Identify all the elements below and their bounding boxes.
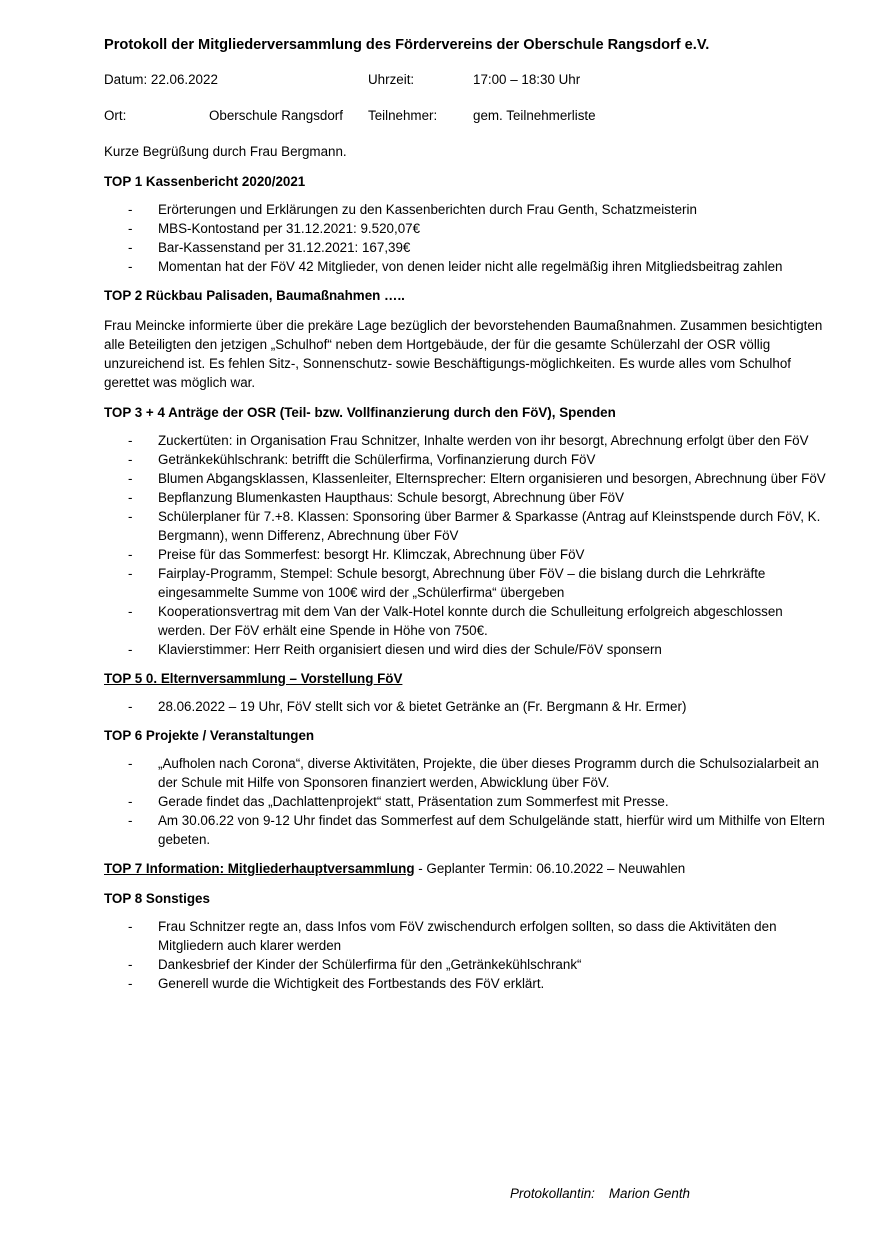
top5-heading-text: TOP 5 0. Elternversammlung – Vorstellung FöV (104, 671, 403, 686)
bullet-dash: - (128, 221, 133, 236)
bullet-dash: - (128, 699, 133, 714)
top6-heading: TOP 6 Projekte / Veranstaltungen (104, 728, 315, 743)
top8-list (104, 917, 834, 993)
top7-text: - Geplanter Termin: 06.10.2022 – Neuwahlen (414, 861, 686, 876)
bullet-dash: - (128, 756, 133, 771)
list-item-text: „Aufholen nach Corona“, diverse Aktivitäten, Projekte, die über dieses Programm durch die Schulsozialarbeit an der Schule mit Hilfe von Sponsoren finanziert werden, Abwicklung über FöV. (158, 756, 819, 790)
top6-list (104, 754, 834, 849)
intro-text: Kurze Begrüßung durch Frau Bergmann. (104, 144, 347, 159)
top1-heading: TOP 1 Kassenbericht 2020/2021 (104, 174, 306, 189)
bullet-dash: - (128, 604, 133, 619)
top7-line (104, 859, 834, 878)
list-item-text: Generell wurde die Wichtigkeit des Fortbestands des FöV erklärt. (158, 976, 545, 991)
top8-heading: TOP 8 Sonstiges (104, 891, 210, 906)
top2-text: Frau Meincke informierte über die prekäre Lage bezüglich der bevorstehenden Baumaßnahmen. Zusammen besichtigten alle Beteiligten den jetzigen „Schulhof“ neben dem Hortgebäude, der für die gesamte Schülerzahl der OSR völlig unzureichend ist. Es fehlen Sitz-, Sonnenschutz- sowie Beschäftigungs-möglichkeiten. Es wurde alles vom Schulhof gerettet was möglich war. (104, 318, 823, 390)
list-item (104, 602, 834, 640)
bullet-dash: - (128, 490, 133, 505)
list-item-text: Blumen Abgangsklassen, Klassenleiter, Elternsprecher: Eltern organisieren und besorgen, Abrechnung über FöV (158, 471, 826, 486)
list-item (104, 238, 834, 257)
date-text: Datum: 22.06.2022 (104, 72, 218, 87)
top5-heading (104, 669, 834, 688)
list-item (104, 469, 834, 488)
list-item (104, 811, 834, 849)
list-item-text: Kooperationsvertrag mit dem Van der Valk-Hotel konnte durch die Schulleitung erfolgreich abgeschlossen werden. Der FöV erhält eine Spende in Höhe von 750€. (158, 604, 783, 638)
bullet-dash: - (128, 642, 133, 657)
list-item (104, 697, 834, 716)
list-item-text: Preise für das Sommerfest: besorgt Hr. Klimczak, Abrechnung über FöV (158, 547, 585, 562)
bullet-dash: - (128, 240, 133, 255)
list-item-text: Am 30.06.22 von 9-12 Uhr findet das Sommerfest auf dem Schulgelände statt, hierfür wird um Mithilfe von Eltern gebeten. (158, 813, 825, 847)
list-item (104, 955, 834, 974)
top34-heading: TOP 3 + 4 Anträge der OSR (Teil- bzw. Vollfinanzierung durch den FöV), Spenden (104, 405, 616, 420)
bullet-dash: - (128, 957, 133, 972)
list-item (104, 545, 834, 564)
top2-heading: TOP 2 Rückbau Palisaden, Baumaßnahmen ….. (104, 288, 405, 303)
meta-row-place-participants (104, 106, 834, 125)
bullet-dash: - (128, 794, 133, 809)
list-item-text: MBS-Kontostand per 31.12.2021: 9.520,07€ (158, 221, 421, 236)
list-item (104, 754, 834, 792)
list-item-text: Fairplay-Programm, Stempel: Schule besorgt, Abrechnung über FöV – die bislang durch die Lehrkräfte eingesammelte Summe von 100€ wird der „Schülerfirma“ übergeben (158, 566, 766, 600)
list-item (104, 792, 834, 811)
list-item-text: Zuckertüten: in Organisation Frau Schnitzer, Inhalte werden von ihr besorgt, Abrechnung erfolgt über den FöV (158, 433, 809, 448)
list-item (104, 488, 834, 507)
list-item (104, 431, 834, 450)
list-item (104, 640, 834, 659)
list-item-text: Klavierstimmer: Herr Reith organisiert diesen und wird dies der Schule/FöV sponsern (158, 642, 662, 657)
document-title: Protokoll der Mitgliederversammlung des Fördervereins der Oberschule Rangsdorf e.V. (104, 37, 710, 53)
bullet-dash: - (128, 813, 133, 828)
time-value: 17:00 – 18:30 Uhr (473, 72, 581, 87)
top1-list (104, 200, 834, 276)
list-item (104, 974, 834, 993)
place-label: Ort: (104, 108, 127, 123)
bullet-dash: - (128, 259, 133, 274)
bullet-dash: - (128, 566, 133, 581)
list-item-text: Getränkekühlschrank: betrifft die Schülerfirma, Vorfinanzierung durch FöV (158, 452, 596, 467)
list-item-text: Dankesbrief der Kinder der Schülerfirma für den „Getränkekühlschrank“ (158, 957, 582, 972)
list-item-text: Gerade findet das „Dachlattenprojekt“ statt, Präsentation zum Sommerfest mit Presse. (158, 794, 669, 809)
place-value: Oberschule Rangsdorf (209, 108, 343, 123)
bullet-dash: - (128, 976, 133, 991)
list-item-text: Schülerplaner für 7.+8. Klassen: Sponsoring über Barmer & Sparkasse (Antrag auf Kleinstspende durch FöV, K. Bergmann), wenn Differenz, Abrechnung über FöV (158, 509, 821, 543)
signature-line (510, 1186, 690, 1201)
list-item-text: Bar-Kassenstand per 31.12.2021: 167,39€ (158, 240, 411, 255)
participants-label: Teilnehmer: (368, 108, 438, 123)
meta-row-date-time (104, 70, 834, 89)
list-item (104, 564, 834, 602)
top5-list (104, 697, 834, 716)
top34-list (104, 431, 834, 659)
list-item (104, 219, 834, 238)
list-item-text: 28.06.2022 – 19 Uhr, FöV stellt sich vor & bietet Getränke an (Fr. Bergmann & Hr. Ermer) (158, 699, 687, 714)
bullet-dash: - (128, 433, 133, 448)
list-item-text: Momentan hat der FöV 42 Mitglieder, von denen leider nicht alle regelmäßig ihren Mitgliedsbeitrag zahlen (158, 259, 783, 274)
top7-heading: TOP 7 Information: Mitgliederhauptversammlung (104, 861, 415, 876)
participants-value: gem. Teilnehmerliste (473, 108, 596, 123)
list-item (104, 257, 834, 276)
list-item (104, 917, 834, 955)
protocol-document (104, 36, 834, 1003)
list-item-text: Bepflanzung Blumenkasten Haupthaus: Schule besorgt, Abrechnung über FöV (158, 490, 625, 505)
bullet-dash: - (128, 452, 133, 467)
list-item (104, 507, 834, 545)
bullet-dash: - (128, 202, 133, 217)
bullet-dash: - (128, 471, 133, 486)
bullet-dash: - (128, 509, 133, 524)
time-label: Uhrzeit: (368, 72, 415, 87)
signature-label: Protokollantin: (510, 1186, 595, 1201)
list-item (104, 200, 834, 219)
list-item (104, 450, 834, 469)
signature-name: Marion Genth (608, 1186, 690, 1201)
list-item-text: Frau Schnitzer regte an, dass Infos vom FöV zwischendurch erfolgen sollten, so dass die Aktivitäten den Mitgliedern auch klarer werden (158, 919, 777, 953)
bullet-dash: - (128, 919, 133, 934)
list-item-text: Erörterungen und Erklärungen zu den Kassenberichten durch Frau Genth, Schatzmeisterin (158, 202, 697, 217)
bullet-dash: - (128, 547, 133, 562)
